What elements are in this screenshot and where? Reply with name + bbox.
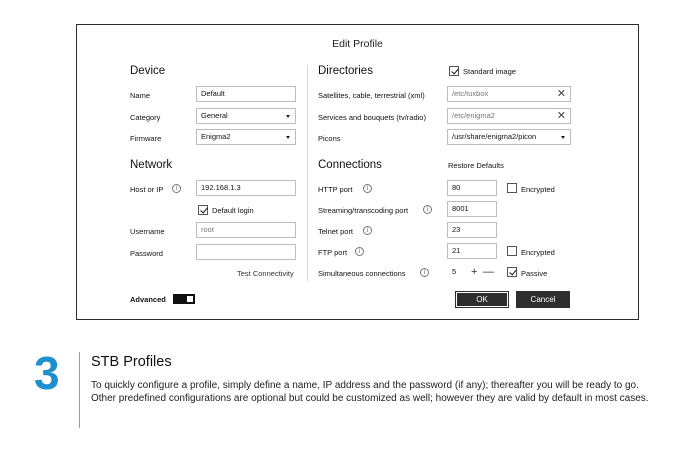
services-path-value: /etc/enigma2	[452, 111, 495, 120]
info-icon[interactable]: i	[172, 184, 181, 193]
default-login-checkbox[interactable]	[198, 205, 208, 215]
advanced-label: Advanced	[130, 295, 166, 304]
caption-title: STB Profiles	[91, 354, 172, 370]
category-label: Category	[130, 113, 161, 122]
chevron-down-icon	[286, 136, 290, 139]
password-input[interactable]	[196, 244, 296, 260]
picons-label: Picons	[318, 134, 341, 143]
ftp-encrypted-label: Encrypted	[521, 248, 555, 257]
increment-button[interactable]: +	[471, 266, 478, 278]
name-label: Name	[130, 91, 151, 100]
satellites-path-input[interactable]	[447, 86, 571, 102]
section-divider	[307, 65, 308, 281]
ok-button[interactable]: OK	[455, 291, 509, 308]
password-label: Password	[130, 249, 163, 258]
host-label: Host or IP	[130, 185, 164, 194]
telnet-port-label: Telnet port	[318, 227, 354, 236]
satellites-path-value: /etc/tuxbox	[452, 89, 489, 98]
cancel-button[interactable]: Cancel	[516, 291, 570, 308]
ftp-encrypted-checkbox[interactable]	[507, 246, 517, 256]
standard-image-label: Standard image	[463, 67, 516, 76]
edit-profile-dialog	[76, 24, 639, 320]
firmware-label: Firmware	[130, 134, 162, 143]
decrement-button[interactable]: —	[483, 266, 494, 278]
passive-checkbox[interactable]	[507, 267, 517, 277]
dialog-title: Edit Profile	[332, 38, 383, 50]
device-heading: Device	[130, 65, 166, 77]
info-icon[interactable]: i	[363, 184, 372, 193]
firmware-select-value: Enigma2	[201, 132, 231, 141]
step-number: 3	[34, 347, 60, 399]
ftp-port-label: FTP port	[318, 248, 348, 257]
http-encrypted-checkbox[interactable]	[507, 183, 517, 193]
standard-image-checkbox[interactable]	[449, 66, 459, 76]
firmware-select[interactable]	[196, 129, 296, 145]
category-select-value: General	[201, 111, 228, 120]
host-input[interactable]: 192.168.1.3	[196, 180, 296, 196]
caption-divider	[79, 352, 80, 428]
services-path-input[interactable]	[447, 108, 571, 124]
satellites-label: Satellites, cable, terrestrial (xml)	[318, 91, 425, 100]
info-icon[interactable]: i	[420, 268, 429, 277]
http-encrypted-label: Encrypted	[521, 185, 555, 194]
telnet-port-input[interactable]: 23	[447, 222, 497, 238]
info-icon[interactable]: i	[423, 205, 432, 214]
http-port-label: HTTP port	[318, 185, 353, 194]
streaming-port-input[interactable]: 8001	[447, 201, 497, 217]
info-icon[interactable]: i	[363, 226, 372, 235]
directories-heading: Directories	[318, 65, 373, 77]
chevron-down-icon	[286, 115, 290, 118]
username-input[interactable]: root	[196, 222, 296, 238]
clear-icon[interactable]: ✕	[556, 88, 566, 100]
picons-select[interactable]	[447, 129, 571, 145]
simultaneous-connections-value[interactable]: 5	[447, 264, 497, 280]
default-login-label: Default login	[212, 206, 254, 215]
picons-select-value: /usr/share/enigma2/picon	[452, 132, 537, 141]
advanced-toggle[interactable]	[173, 294, 195, 304]
connections-heading: Connections	[318, 159, 382, 171]
name-input[interactable]: Default	[196, 86, 296, 102]
simultaneous-connections-label: Simultaneous connections	[318, 269, 406, 278]
chevron-down-icon	[561, 136, 565, 139]
network-heading: Network	[130, 159, 173, 171]
restore-defaults-link[interactable]: Restore Defaults	[448, 161, 504, 170]
clear-icon[interactable]: ✕	[556, 110, 566, 122]
streaming-port-label: Streaming/transcoding port	[318, 206, 409, 215]
http-port-input[interactable]: 80	[447, 180, 497, 196]
services-label: Services and bouquets (tv/radio)	[318, 113, 426, 122]
caption-text: To quickly configure a profile, simply define a name, IP address and the password (if any); thereafter you will be ready to go. Other predefined configurations are optional but could be customized as well; however they are valid by default in most cases.	[91, 380, 649, 404]
passive-label: Passive	[521, 269, 548, 278]
info-icon[interactable]: i	[355, 247, 364, 256]
ftp-port-input[interactable]: 21	[447, 243, 497, 259]
test-connectivity-link[interactable]: Test Connectivity	[237, 269, 294, 278]
username-label: Username	[130, 227, 165, 236]
category-select[interactable]	[196, 108, 296, 124]
toggle-knob	[187, 296, 193, 302]
